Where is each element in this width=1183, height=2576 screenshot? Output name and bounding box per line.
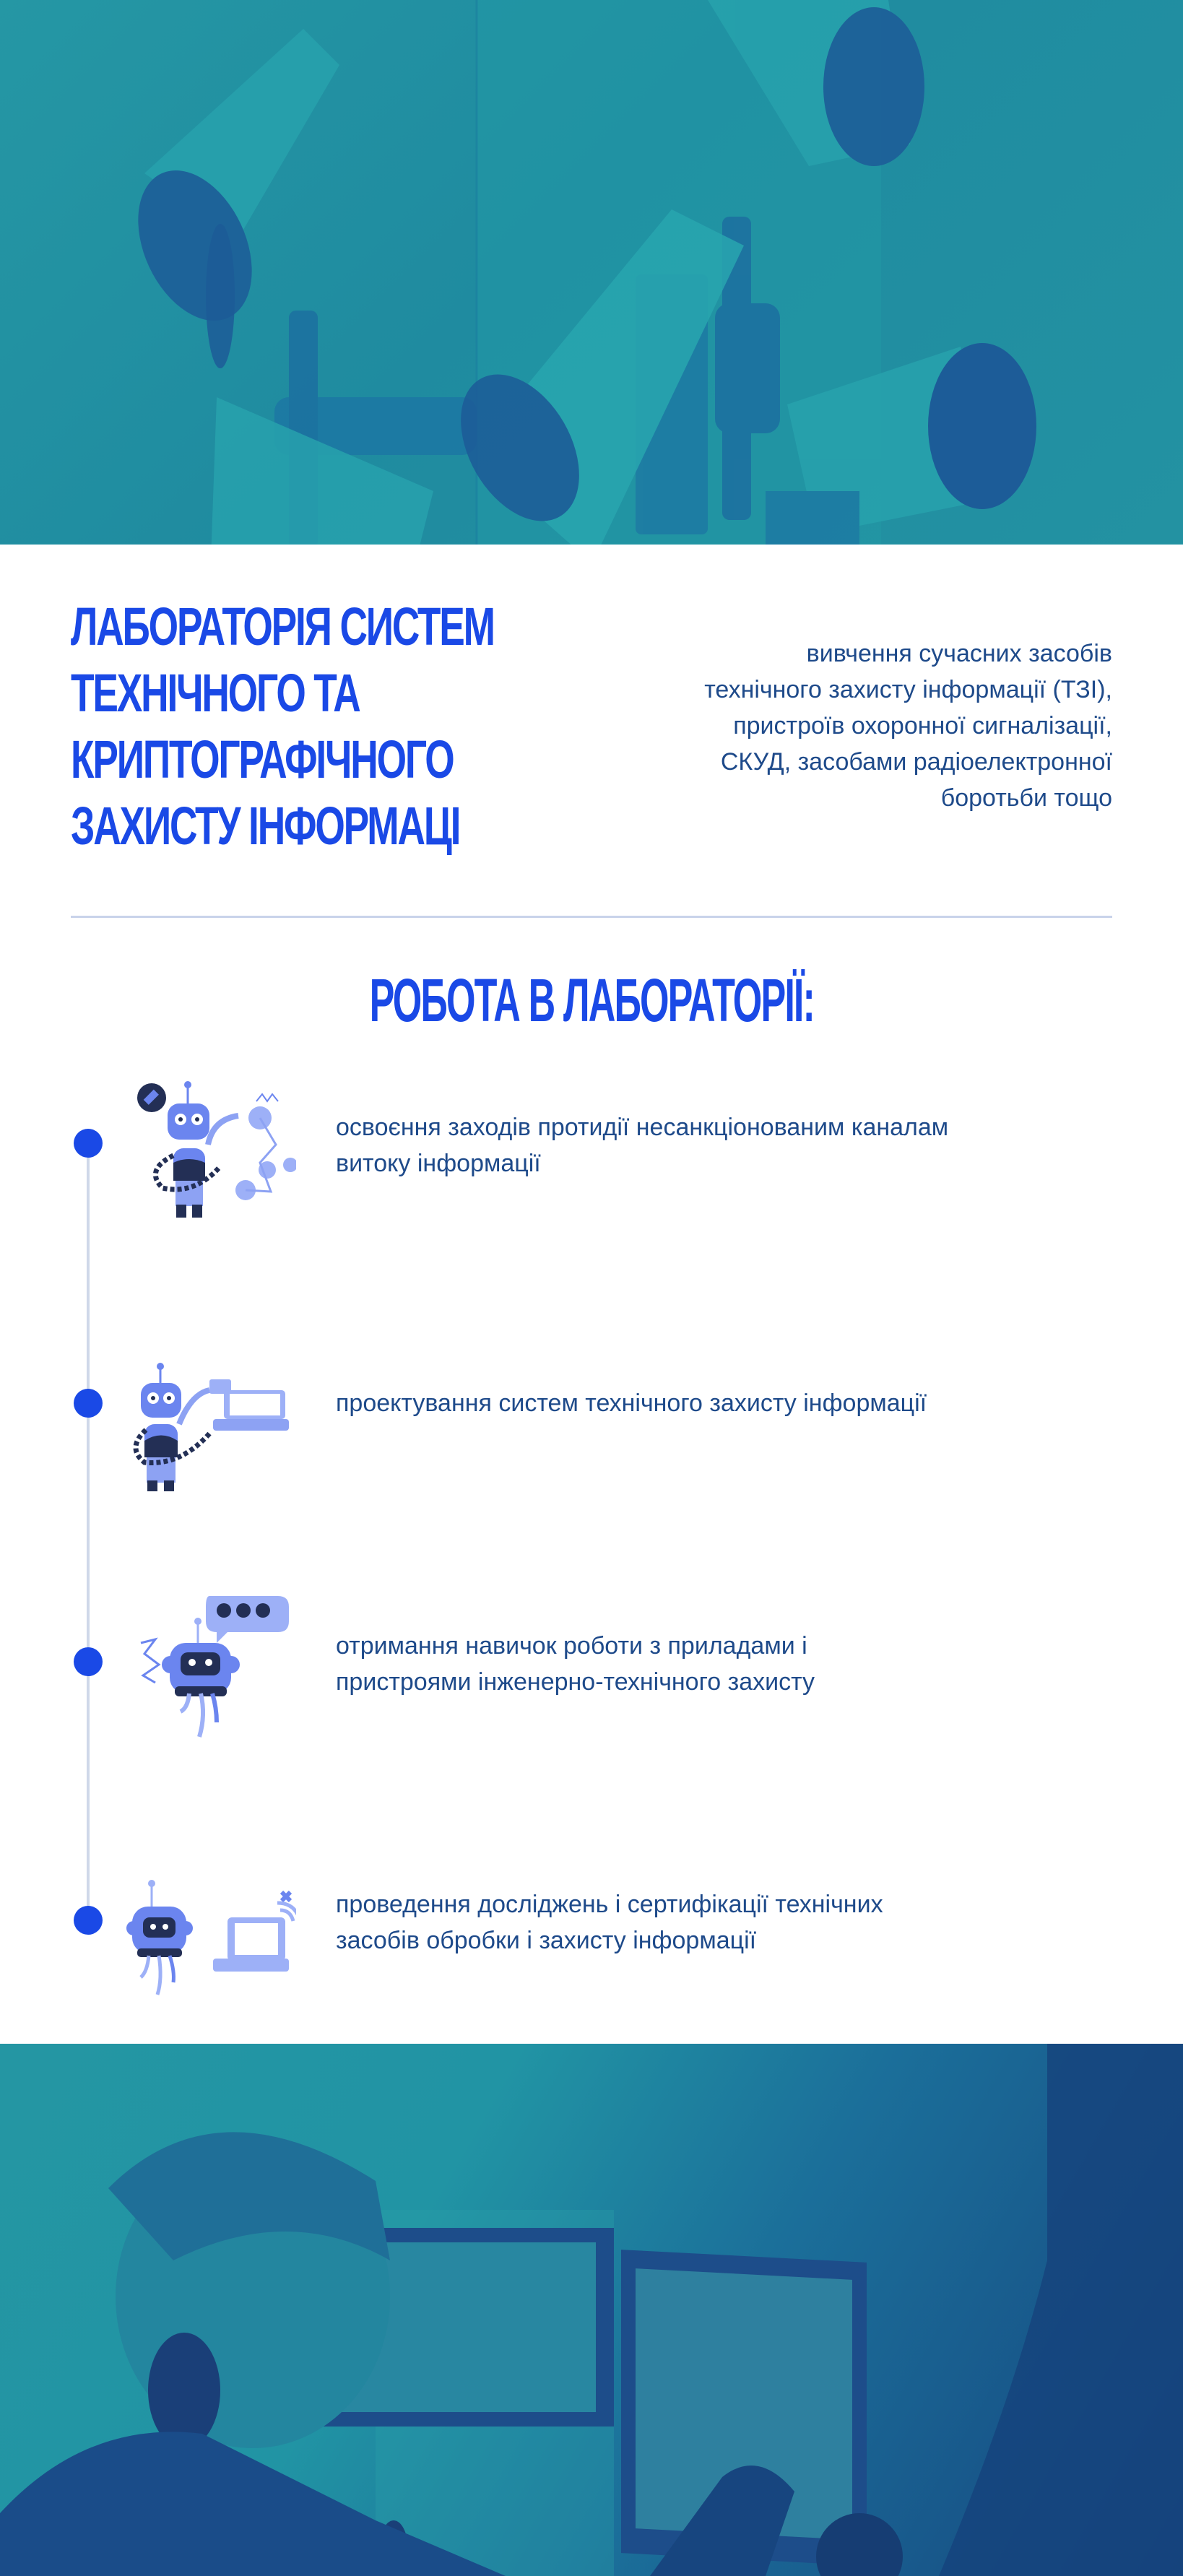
lab-description (592, 636, 1112, 816)
security-operator-illustration (0, 2044, 1183, 2576)
title-line: ЗАХИСТУ ІНФОРМАЦІ (71, 796, 460, 856)
item-text-line: освоєння заходів протидії несанкціонованим каналам (336, 1114, 949, 1141)
hero-image-cctv-cameras (0, 0, 1183, 545)
description-line: СКУД, засобами радіоелектронної (720, 748, 1112, 776)
section-divider (71, 916, 1112, 918)
timeline-dot (74, 1647, 103, 1676)
section-title (0, 964, 1183, 1036)
timeline-item-text (336, 1628, 1130, 1700)
timeline-line (87, 1143, 90, 1920)
robot-with-laptop-wifi-icon (123, 1856, 296, 2015)
timeline-item-text (336, 1886, 1130, 1959)
robot-with-laptop-icon (123, 1347, 296, 1506)
item-text-line: отримання навичок роботи з приладами і (336, 1632, 807, 1660)
description-line: технічного захисту інформації (ТЗІ), (704, 676, 1112, 703)
title-line: КРИПТОГРАФІЧНОГО (71, 729, 454, 789)
item-text-line: проведення досліджень і сертифікації технічних (336, 1891, 883, 1918)
item-text-line: засобів обробки і захисту інформації (336, 1927, 757, 1954)
item-text-line: витоку інформації (336, 1150, 541, 1177)
item-text-line: пристроями інженерно-технічного захисту (336, 1668, 815, 1696)
timeline-dot (74, 1129, 103, 1158)
description-line: боротьби тощо (940, 784, 1112, 812)
robot-with-gears-icon (123, 1069, 296, 1228)
robot-with-chat-bubble-icon (123, 1582, 296, 1740)
description-line: вивчення сучасних засобів (806, 640, 1112, 667)
section-title-text: РОБОТА В ЛАБОРАТОРІЇ: (369, 966, 814, 1034)
description-line: пристроїв охоронної сигналізації, (733, 712, 1112, 740)
page-title (71, 594, 565, 859)
title-line: ЛАБОРАТОРІЯ СИСТЕМ (71, 597, 494, 656)
hero-image-security-operator (0, 2044, 1183, 2576)
title-line: ТЕХНІЧНОГО ТА (71, 663, 360, 723)
cctv-cameras-illustration (0, 0, 1183, 545)
item-text-line: проектування систем технічного захисту інформації (336, 1389, 927, 1417)
timeline-dot (74, 1389, 103, 1418)
timeline-item-text (336, 1385, 1130, 1421)
timeline-item-text (336, 1109, 1130, 1181)
timeline-dot (74, 1906, 103, 1935)
